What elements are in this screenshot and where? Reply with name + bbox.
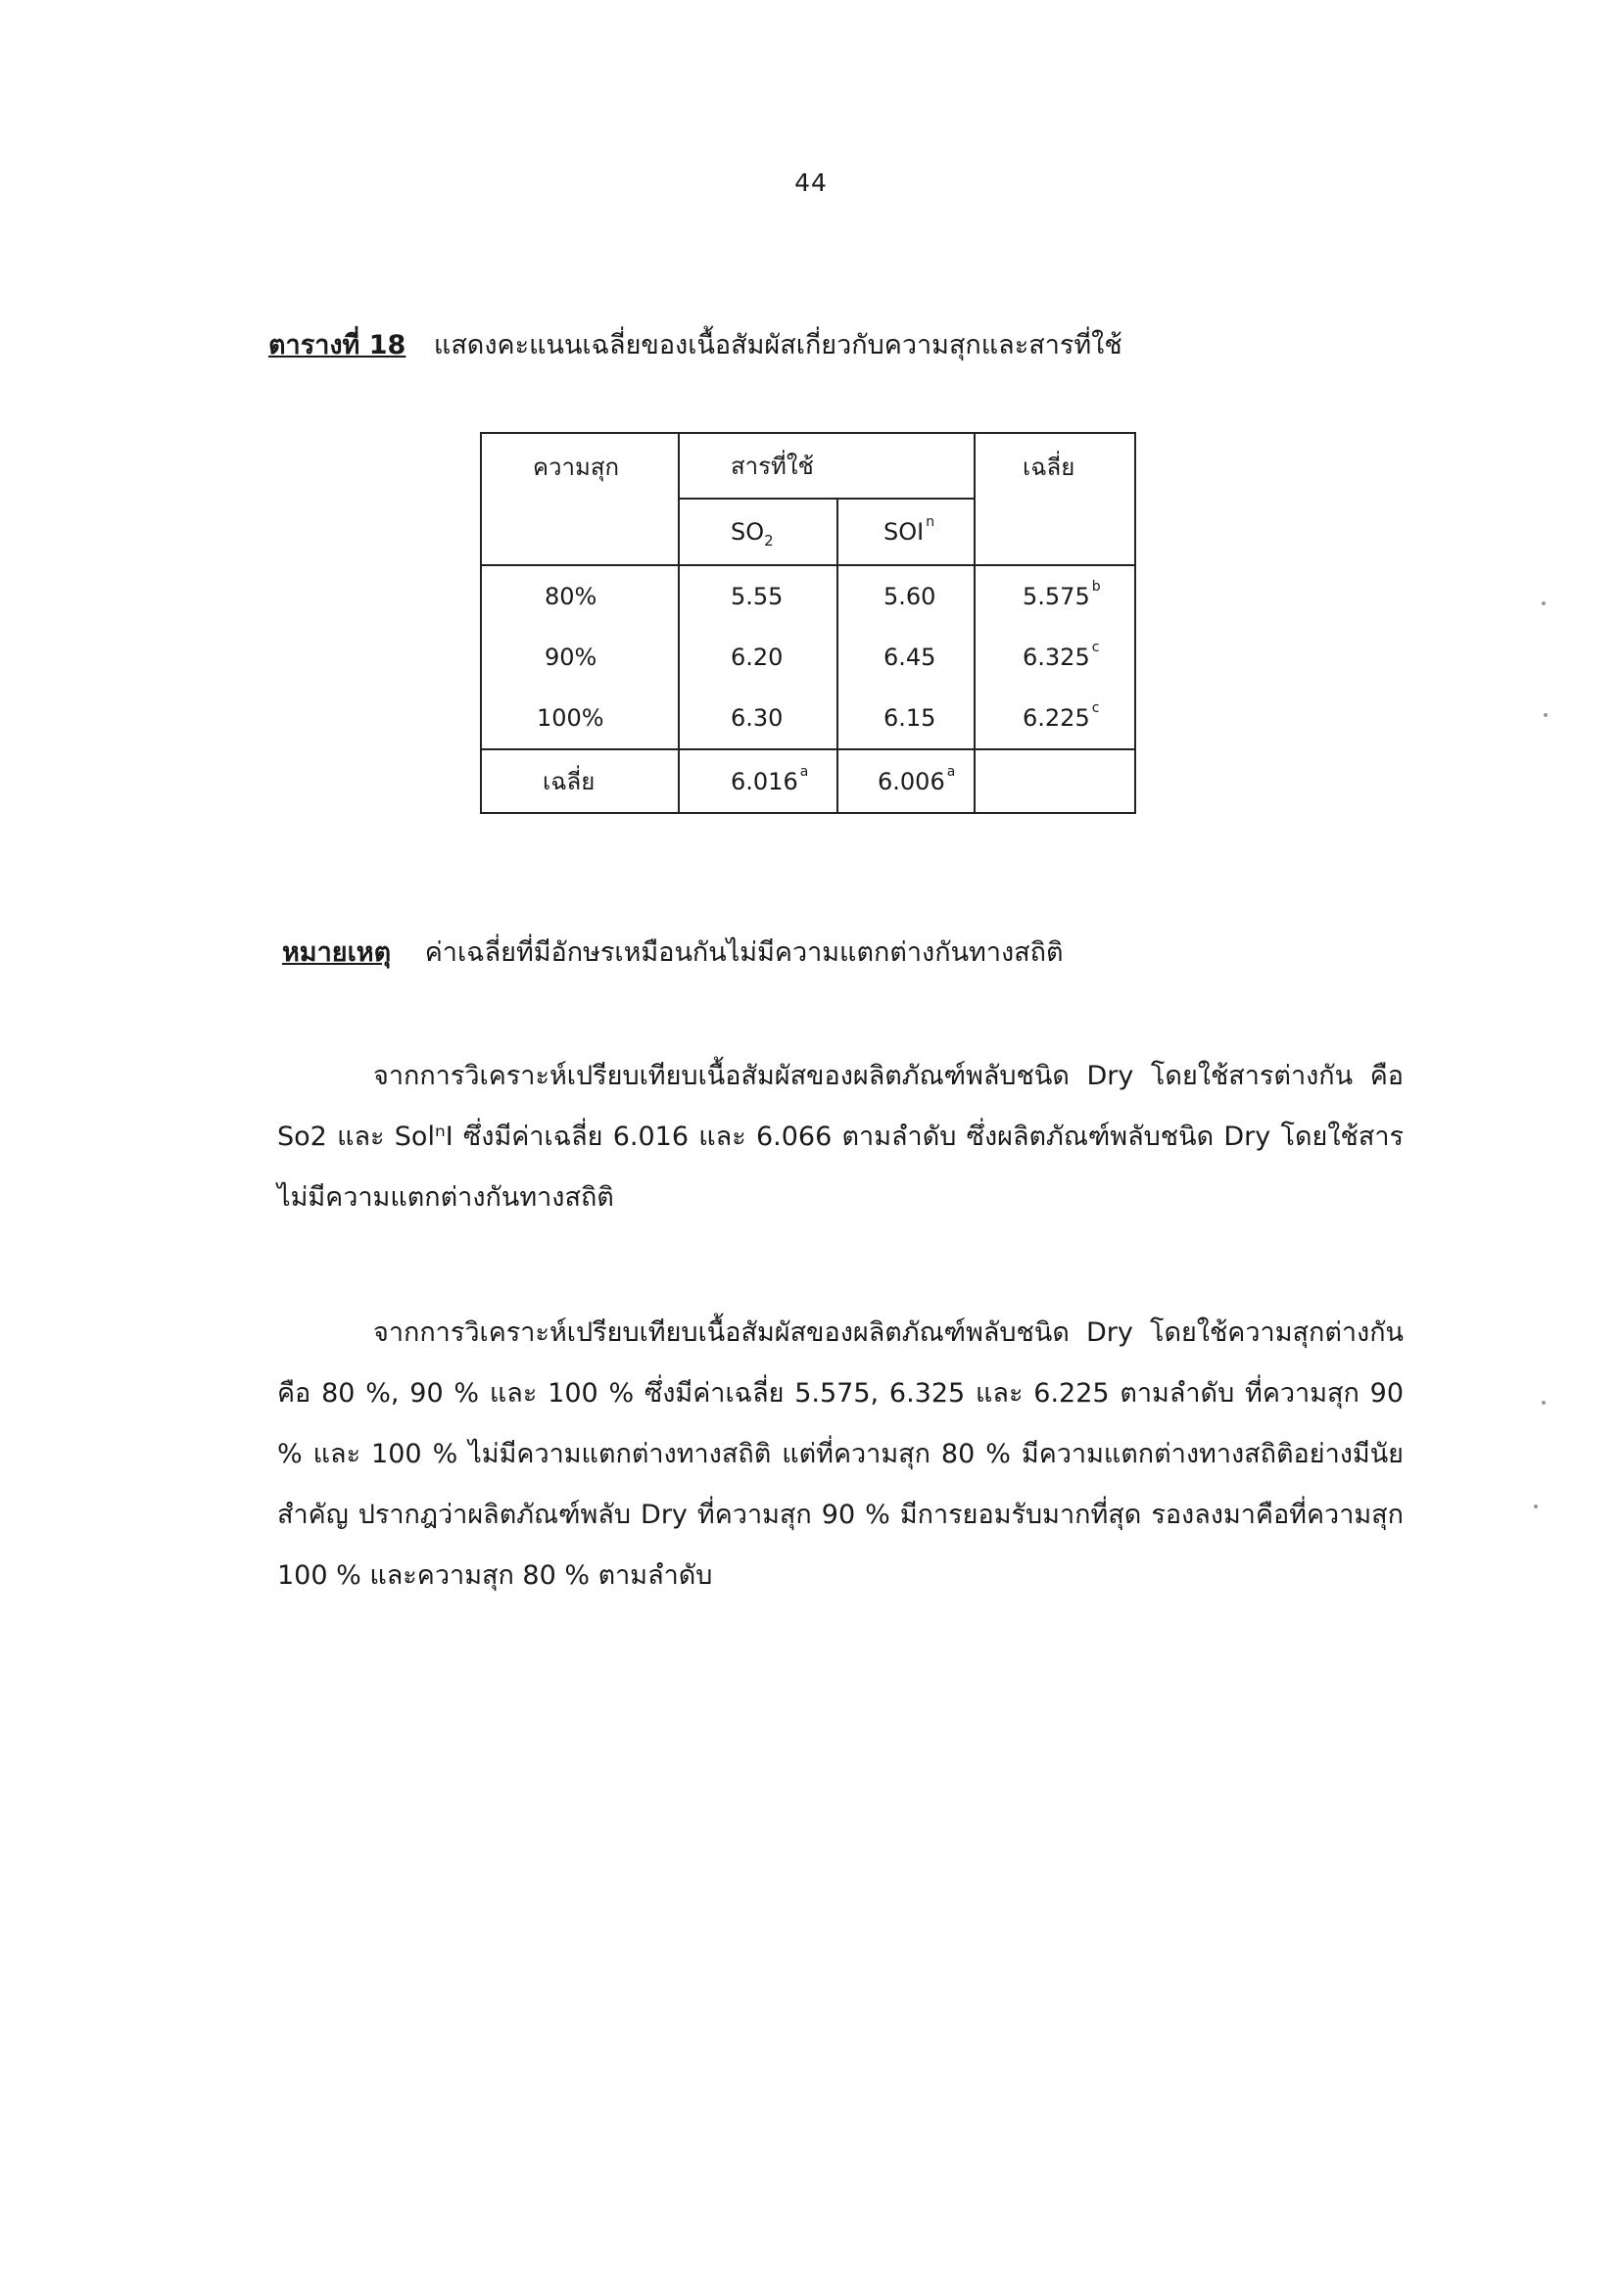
- cell-so2: 6.20: [679, 627, 837, 688]
- note-text: ค่าเฉลี่ยที่มีอักษรเหมือนกันไม่มีความแตกต่างกันทางสถิติ: [424, 937, 1064, 968]
- footer-so2: 6.016 $^a$: [679, 749, 837, 813]
- cell-ripeness: 90%: [481, 627, 679, 688]
- table-row: [481, 627, 1135, 688]
- table-caption: [268, 323, 1122, 365]
- note: [282, 931, 1064, 973]
- scan-speck: [1544, 713, 1548, 717]
- table-footer-row: [481, 749, 1135, 813]
- header-mean: เฉลี่ย: [975, 433, 1135, 565]
- cell-sol: 6.15: [837, 688, 975, 749]
- footer-sol: 6.006 $^a$: [837, 749, 975, 813]
- cell-mean: 5.575 $^b$: [975, 565, 1135, 627]
- texture-mean-table: [480, 432, 1136, 814]
- cell-mean: 6.325 $^c$: [975, 627, 1135, 688]
- table-row: [481, 565, 1135, 627]
- header-ripeness: ความสุก: [481, 433, 679, 565]
- paragraph: จากการวิเคราะห์เปรียบเทียบเนื้อสัมผัสของผลิตภัณฑ์พลับชนิด Dry โดยใช้ความสุกต่างกัน คือ 80 %, 90 % และ 100 % ซึ่งมีค่าเฉลี่ย 5.575, 6.325 และ 6.225 ตามลำดับ ที่ความสุก 90 % และ 100 % ไม่มีความแตกต่างทางสถิติ แต่ที่ความสุก 80 % มีความแตกต่างทางสถิติอย่างมีนัยสำคัญ ปรากฎว่าผลิตภัณฑ์พลับ Dry ที่ความสุก 90 % มีการยอมรับมากที่สุด รองลงมาคือที่ความสุก 100 % และความสุก 80 % ตามลำดับ: [277, 1317, 1404, 1591]
- table-header-row: [481, 433, 1135, 499]
- paragraph: จากการวิเคราะห์เปรียบเทียบเนื้อสัมผัสของผลิตภัณฑ์พลับชนิด Dry โดยใช้สารต่างกัน คือ So2 และ SolⁿI ซึ่งมีค่าเฉลี่ย 6.016 และ 6.066 ตามลำดับ ซึ่งผลิตภัณฑ์พลับชนิด Dry โดยใช้สารไม่มีความแตกต่างกันทางสถิติ: [277, 1061, 1404, 1213]
- footer-label: เฉลี่ย: [481, 749, 679, 813]
- cell-ripeness: 100%: [481, 688, 679, 749]
- scan-speck: [1542, 601, 1546, 605]
- table-caption-label: ตารางที่ 18: [268, 330, 406, 360]
- subheader-so2: $SO_2$: [679, 499, 837, 565]
- cell-so2: 6.30: [679, 688, 837, 749]
- table-row: [481, 688, 1135, 749]
- header-substance: สารที่ใช้: [679, 433, 975, 499]
- cell-sol: 6.45: [837, 627, 975, 688]
- footer-mean-empty: [975, 749, 1135, 813]
- scan-speck: [1534, 1505, 1538, 1508]
- page-number: 44: [794, 168, 828, 197]
- note-label: หมายเหตุ: [282, 937, 392, 968]
- cell-ripeness: 80%: [481, 565, 679, 627]
- scan-speck: [1542, 1401, 1546, 1405]
- cell-so2: 5.55: [679, 565, 837, 627]
- subheader-sol: SOI $^n$: [837, 499, 975, 565]
- table-caption-text: แสดงคะแนนเฉลี่ยของเนื้อสัมผัสเกี่ยวกับความสุกและสารที่ใช้: [433, 330, 1122, 360]
- cell-mean: 6.225 $^c$: [975, 688, 1135, 749]
- cell-sol: 5.60: [837, 565, 975, 627]
